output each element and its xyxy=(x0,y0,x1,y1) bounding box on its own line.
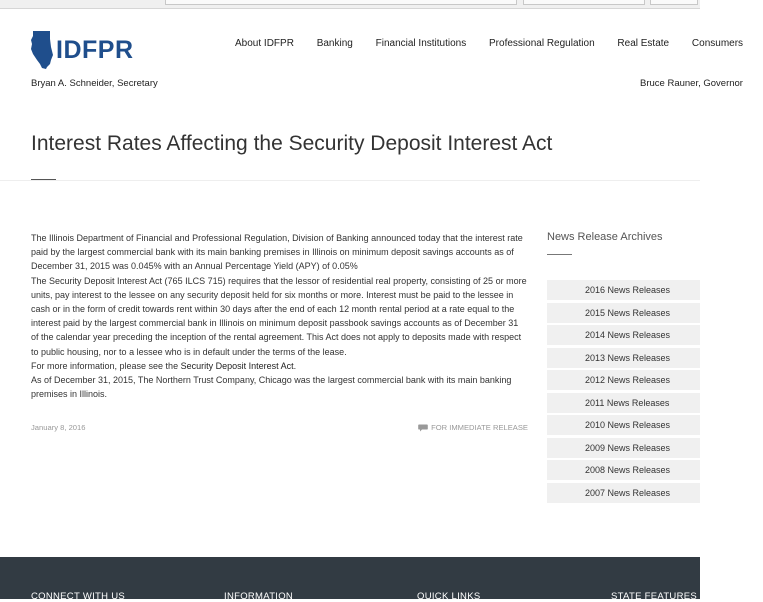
footer-heading-connect: CONNECT WITH US xyxy=(31,591,126,602)
nav-banking[interactable]: Banking xyxy=(316,38,353,49)
secretary-name: Bryan A. Schneider, Secretary xyxy=(31,78,158,89)
more-info-text: For more information, please see the xyxy=(31,360,181,371)
archive-item-2012[interactable]: 2012 News Releases xyxy=(547,370,700,390)
release-date: January 8, 2016 xyxy=(31,423,86,432)
archive-item-2011[interactable]: 2011 News Releases xyxy=(547,393,700,413)
governor-name: Bruce Rauner, Governor xyxy=(640,78,743,89)
footer-heading-information: INFORMATION xyxy=(224,591,294,602)
archive-item-2015[interactable]: 2015 News Releases xyxy=(547,303,700,323)
nav-consumers[interactable]: Consumers xyxy=(691,38,744,49)
main-nav xyxy=(235,38,763,49)
archive-item-2014[interactable]: 2014 News Releases xyxy=(547,325,700,345)
article-paragraph: The Security Deposit Interest Act (765 ILCS 715) requires that the lessor of residential real property, consisting of 25 or more units, pay interest to the lessee on any security deposit held for six months or more. Interest must be paid to the lessee in cash or in the form of credit towards rent within 30 days after the end of each 12 month rental period at a rate equal to the interest paid by the largest commercial bank in Illinois on minimum deposit passbook savings accounts as of December 31 of the calendar year preceding the inception of the rental agreement. This Act does not apply to deposits made with respect to public housing, nor to a lessee who is in default under the terms of the lease. xyxy=(31,275,527,357)
release-type xyxy=(418,423,528,432)
nav-real-estate[interactable]: Real Estate xyxy=(617,38,670,49)
more-info-suffix: . xyxy=(293,360,297,371)
nav-about-idfpr[interactable]: About IDFPR xyxy=(235,38,294,49)
site-header xyxy=(0,8,744,100)
browser-toolbar-field xyxy=(165,0,517,5)
title-divider xyxy=(0,180,700,181)
article-paragraph: As of December 31, 2015, The Northern Trust Company, Chicago was the largest commercial bank with its main banking premises in Illinois. xyxy=(31,375,512,400)
nav-financial-institutions[interactable]: Financial Institutions xyxy=(375,38,467,49)
logo-text: IDFPR xyxy=(56,35,134,64)
footer-heading-state-features: STATE FEATURES xyxy=(611,591,698,602)
browser-toolbar-field xyxy=(650,0,698,5)
article-body xyxy=(31,231,528,401)
browser-toolbar-field xyxy=(523,0,645,5)
archive-item-2007[interactable]: 2007 News Releases xyxy=(547,483,700,503)
site-footer xyxy=(0,557,700,602)
release-type-label: FOR IMMEDIATE RELEASE xyxy=(431,423,528,432)
sidebar-title: News Release Archives xyxy=(547,231,663,243)
article-paragraph: The Illinois Department of Financial and Professional Regulation, Division of Banking announced today that the interest rate paid by the largest commercial bank with its main banking premises in Illinois on minimum deposit savings accounts as of December 31, 2015 was 0.045% with an Annual Percentage Yield (APY) of 0.05% xyxy=(31,233,523,272)
speech-bubble-icon xyxy=(418,424,428,432)
sidebar-underline xyxy=(547,254,572,255)
archive-list xyxy=(547,280,700,505)
article-meta xyxy=(31,423,528,435)
site-logo[interactable] xyxy=(30,30,134,70)
footer-heading-quick-links: QUICK LINKS xyxy=(417,591,481,602)
nav-professional-regulation[interactable]: Professional Regulation xyxy=(489,38,595,49)
archive-item-2016[interactable]: 2016 News Releases xyxy=(547,280,700,300)
archive-item-2010[interactable]: 2010 News Releases xyxy=(547,415,700,435)
archive-item-2013[interactable]: 2013 News Releases xyxy=(547,348,700,368)
page-title: Interest Rates Affecting the Security Deposit Interest Act xyxy=(31,132,553,155)
archive-item-2009[interactable]: 2009 News Releases xyxy=(547,438,700,458)
illinois-map-icon xyxy=(30,30,54,70)
article-paragraph xyxy=(31,359,528,373)
security-deposit-act-link[interactable]: Security Deposit Interest Act xyxy=(180,360,294,371)
archive-item-2008[interactable]: 2008 News Releases xyxy=(547,460,700,480)
